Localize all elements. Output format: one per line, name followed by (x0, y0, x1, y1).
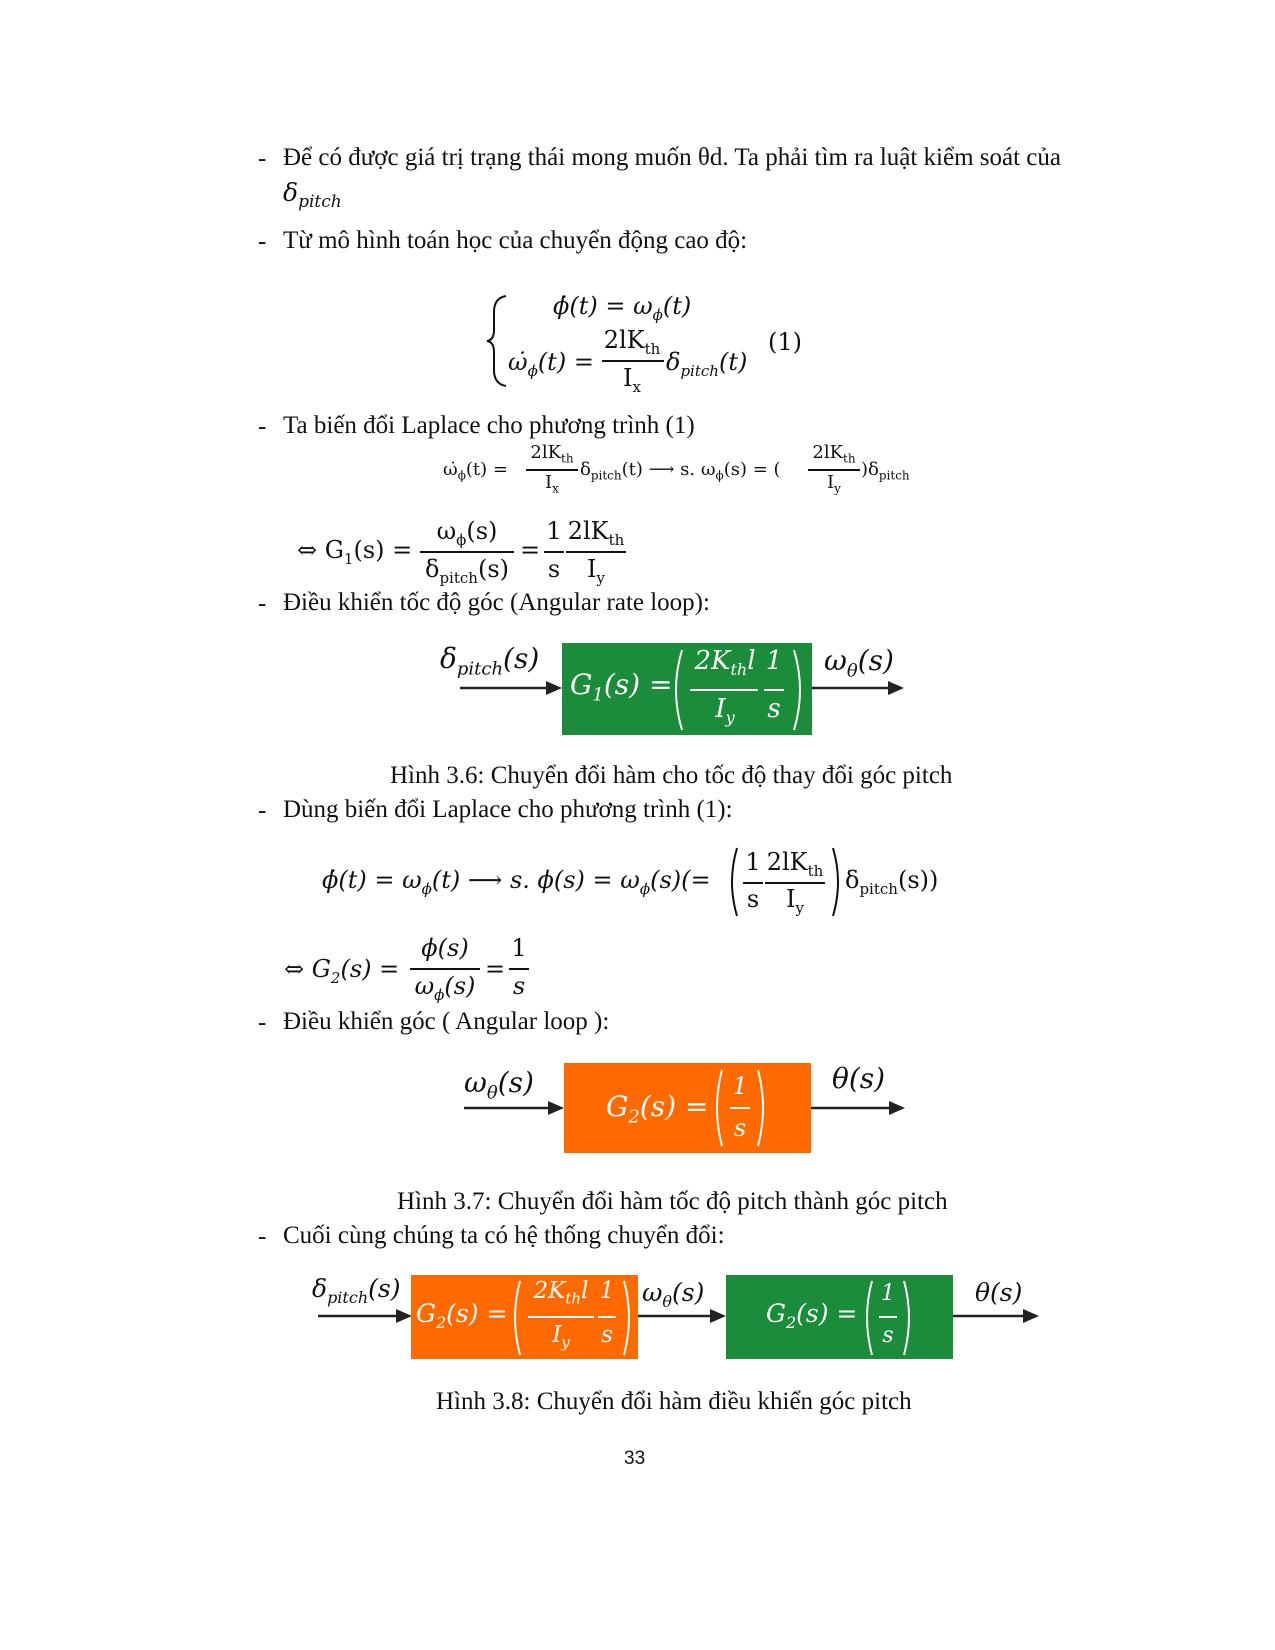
fig38-output-label: θ(s) (975, 1278, 1023, 1307)
bullet-dash: - (258, 228, 267, 255)
g2-frac-num: 1 (511, 934, 527, 962)
equation-1-label: (1) (768, 328, 802, 356)
fraction-bar (526, 469, 578, 471)
bullet-text-1: Để có được giá trị trạng thái mong muốn θd. Ta phải tìm ra luật kiểm soát của (283, 144, 1062, 171)
fig36-block-num: $2K_{th}l$ (694, 646, 756, 680)
fig36-output-label: $\omega_\theta(s)$ (824, 644, 894, 682)
fig38-input-arrow (318, 1306, 414, 1326)
bullet-dash: - (258, 1223, 267, 1250)
laplace-eq-part-c: )$\delta_{pitch}$ (861, 459, 910, 483)
g2-fraction-num: ϕ(s) (421, 934, 469, 962)
figure-3-8-caption: Hình 3.8: Chuyển đổi hàm điều khiển góc pitch (436, 1388, 912, 1415)
g1-equals: = (520, 536, 541, 564)
fig38-block1-lhs: $G_2(s)$ = (416, 1299, 508, 1332)
equation-1-fraction-num: $2lK_{th}$ (603, 326, 661, 358)
delta-pitch-symbol: $\delta_{pitch}$ (283, 178, 342, 212)
fig38-block1-num: $2K_{th}l$ (533, 1278, 589, 1308)
g1-frac2-den: $I_y$ (587, 555, 605, 587)
fig36-block-frac-num: 1 (765, 646, 783, 676)
fig38-block2-frac-den: s (882, 1323, 894, 1348)
bullet-dash: - (258, 797, 267, 824)
g2-fraction-den: $\omega_\phi(s)$ (414, 972, 476, 1004)
fig36-input-label: $\delta_{pitch}(s)$ (440, 642, 540, 680)
fraction-bar (743, 882, 763, 884)
laplace2-frac1-den: s (746, 885, 760, 913)
fig38-block1-frac-num: 1 (599, 1278, 615, 1304)
fig37-input-label: $\omega_\theta(s)$ (464, 1066, 534, 1104)
fig37-block-frac-den: s (733, 1114, 747, 1142)
bullet-dash: - (258, 1009, 267, 1036)
laplace-frac1-num: $2lK_{th}$ (530, 442, 574, 466)
g2-frac-den: s (512, 972, 526, 1000)
figure-3-8 (310, 1272, 1050, 1368)
laplace2-eq-left: ϕ̇(t) = $\omega_\phi(t)$ ⟶ s. $\phi(s) = \omega_\phi(s)(=$ (322, 866, 711, 898)
fraction-bar (420, 551, 514, 553)
figure-3-6 (440, 640, 920, 740)
fraction-bar (765, 882, 825, 884)
figure-3-7-caption: Hình 3.7: Chuyển đổi hàm tốc độ pitch thành góc pitch (397, 1188, 948, 1215)
bullet-text-6: Điều khiển góc ( Angular loop ): (283, 1008, 610, 1035)
bullet-text-3: Ta biến đổi Laplace cho phương trình (1) (283, 412, 695, 439)
g2-equation-lhs: ⇔ $G_2(s)$ = (284, 955, 400, 987)
g2-equals: = (485, 955, 506, 983)
bullet-dash: - (258, 145, 267, 172)
figure-3-7 (460, 1060, 920, 1156)
fig37-output-arrow (811, 1098, 907, 1118)
fraction-bar (808, 469, 860, 471)
fig38-block1-frac-den: s (601, 1322, 613, 1348)
page-number: 33 (624, 1448, 646, 1469)
bullet-text-7: Cuối cùng chúng ta có hệ thống chuyển đổi: (283, 1222, 725, 1249)
laplace2-frac1-num: 1 (745, 848, 761, 876)
laplace2-frac2-num: $2lK_{th}$ (766, 848, 824, 880)
bullet-text-5: Dùng biến đổi Laplace cho phương trình (1): (283, 796, 733, 823)
bullet-dash: - (258, 413, 267, 440)
fraction-bar (544, 551, 564, 553)
bullet-text-2: Từ mô hình toán học của chuyển động cao độ: (283, 227, 748, 254)
fig38-mid-signal-label: $\omega_\theta(s)$ (642, 1278, 705, 1311)
g1-frac1-den: s (547, 555, 561, 583)
fig38-block2-frac-num: 1 (881, 1281, 895, 1306)
equation-1-line-2-left: $\omegȧ_\phi(t)$ = (508, 348, 594, 380)
fig37-output-label: θ(s) (832, 1062, 886, 1095)
laplace-frac2-num: $2lK_{th}$ (812, 442, 856, 466)
laplace2-eq-right: $\delta_{pitch}(s)$) (845, 866, 939, 898)
fig38-mid-arrow (638, 1306, 728, 1326)
fig36-block-den: $I_y$ (715, 694, 735, 728)
laplace2-frac2-den: $I_y$ (786, 885, 804, 917)
fig37-input-arrow (464, 1098, 566, 1118)
fig36-block-frac-den: s (767, 694, 781, 724)
laplace-frac1-den: $I_x$ (545, 472, 559, 496)
bullet-text-4: Điều khiển tốc độ góc (Angular rate loop): (283, 589, 710, 616)
fraction-bar (602, 360, 664, 362)
fig38-block1-den: $I_y$ (552, 1322, 570, 1352)
equation-1-line-1: ϕ̇(t) = $\omega_\phi(t)$ (553, 292, 692, 324)
laplace-frac2-den: $I_y$ (827, 472, 841, 496)
fig38-output-arrow (953, 1306, 1041, 1326)
fig36-input-arrow (460, 678, 564, 698)
fraction-bar (410, 968, 480, 970)
g1-fraction-den: $\delta_{pitch}(s)$ (425, 555, 509, 587)
equation-1-fraction-den: $I_x$ (623, 364, 641, 396)
fig38-input-label: $\delta_{pitch}(s)$ (312, 1274, 401, 1307)
fig38-block2-lhs: $G_2(s)$ = (766, 1299, 858, 1332)
equation-1-line-2-right: $\delta_{pitch}(t)$ (666, 348, 748, 380)
g1-equation-lhs: ⇔ $G_1(s)$ = (297, 536, 413, 568)
laplace-eq-part-b: $\delta_{pitch}(t)$ ⟶ s. $\omega_\phi(s)$ = ( (580, 459, 781, 483)
fig36-block-lhs: $G_1(s)$ = (570, 668, 673, 706)
g1-frac2-num: $2lK_{th}$ (567, 517, 625, 549)
g1-frac1-num: 1 (546, 517, 562, 545)
figure-3-6-caption: Hình 3.6: Chuyển đổi hàm cho tốc độ thay đổi góc pitch (390, 762, 953, 789)
bullet-dash: - (258, 590, 267, 617)
fig37-block-lhs: $G_2(s)$ = (606, 1090, 709, 1128)
laplace-eq-part-a: $\omegȧ_\phi(t)$ = (443, 459, 508, 483)
fraction-bar (509, 968, 529, 970)
g1-fraction-num: $\omega_\phi(s)$ (436, 517, 498, 549)
fraction-bar (566, 551, 626, 553)
fig37-block-frac-num: 1 (732, 1072, 748, 1100)
